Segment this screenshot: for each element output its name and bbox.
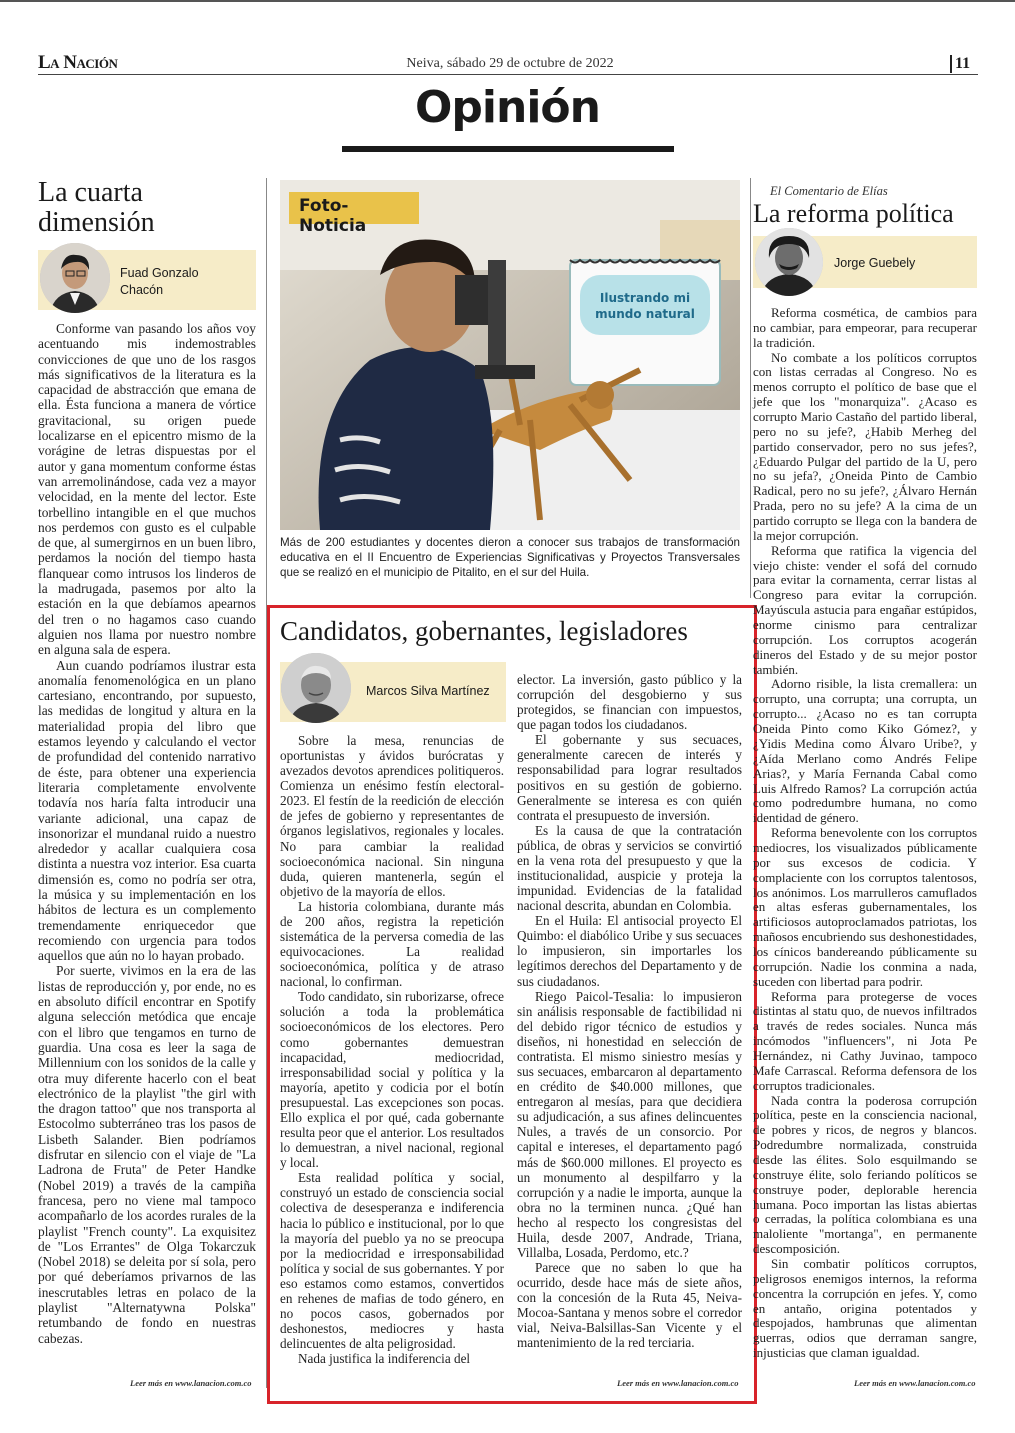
poster-text-line1: Ilustrando mi	[599, 291, 691, 305]
center-body-col2	[517, 672, 742, 1351]
column-divider-right	[750, 178, 751, 598]
right-author-name: Jorge Guebely	[834, 256, 916, 270]
right-paragraph: No combate a los políticos corruptos con listas cerradas al Congreso. No es menos corrupto el político de base que el jefe que los "monarquiza". ¿Acaso es corrupto Mario Castaño del partido liberal, pero no su jefe?, ¿Habib Merheg del partido conservador, pero no sus jefes?, ¿Eduardo Pulgar del partido de la U, pero no su jefa?, ¿Oneida Pinto de Cambio Radical, pero no su jefe?, ¿Álvaro Hernán Prada, pero no su jefe? A la cima de un partido corrupto se llega con la bandera de la mejor corrupción.	[753, 349, 977, 543]
center-paragraph: El gobernante y sus secuaces, generalmente carecen de interés y responsabilidad para lograr resultados positivos en su gestión de gobierno. Generalmente se interesa es con quién contrata el presupuesto de inversión.	[517, 732, 742, 823]
left-paragraph: Aun cuando podríamos ilustrar esta anomalía fenomenológica en un plano cartesiano, encontrando, por supuesto, las medidas de longitud y altura en la materialidad propia del libro que estamos leyendo y calculando el vector de profundidad del contenido narrativo de éste, para obtener una experiencia literaria completamente envolvente todavía nos haría falta introducir una variante adicional, una capaz de insonorizar el mundanal ruido a nuestro alrededor y acallar cualquiera cosa distinta a nuestra voz interior. Esa cuarta dimensión es, como no podría ser otra, la música y su implementación en los hábitos de lectura es un complemento tremendamente enriquecedor que recomiendo con urgencia para todos aquellos que aún no lo hayan probado.	[38, 657, 256, 964]
right-kicker: El Comentario de Elías	[770, 184, 888, 198]
center-paragraph: Nada justifica la indiferencia del	[298, 1351, 471, 1367]
right-article-title: La reforma política	[753, 199, 954, 228]
dateline: Neiva, sábado 29 de octubre de 2022	[406, 56, 614, 71]
center-paragraph: Es la causa de que la contratación pública, de obras y servicios se convirtió en la vena rota del presupuesto y que la institucionalidad, auspicie y proteja la impunidad. Evidencias de la fatalidad nacional descrita, abundan en Colombia.	[517, 822, 742, 914]
left-article-body	[38, 321, 256, 1346]
left-read-more-link[interactable]: Leer más en www.lanacion.com.co	[130, 1378, 252, 1388]
left-paragraph: Por suerte, vivimos en la era de las listas de reproducción y, por ende, no es en absoluto difícil encontrar en Spotify alguna selección metódica que encaje con el libro que tengamos en turno de guardia. Una cosa es leer la saga de Millennium con los sonidos de la calle y otra muy diferente hacerlo con el beat electrónico de la playlist "the girl with the dragon tattoo" que nos transporta al Estocolmo subterráneo tras los pasos de Lisbeth Salander. Bien podríamos disfrutar en silencio con el viaje de "La Ladrona de Fruta" de Peter Handke (Nobel 2019) a través de la campiña francesa, pero no viene mal tampoco acompañarlo de los acordes rurales de la playlist "French county". La exquisitez de "Los Errantes" de Olga Tokarczuk (Nobel 2018) se deleita por sí sola, pero por qué deberíamos privarnos de las inescrutables letras en polaco de la playlist "Alternatywna Polska" retumbando de fondo en nuestras cabezas.	[38, 963, 256, 1346]
top-border	[0, 0, 1015, 2]
header-rule	[38, 74, 978, 75]
right-author-avatar	[755, 228, 823, 296]
center-paragraph: La historia colombiana, durante más de 200 años, registra la repetición sistemática de la perversa comedia de las equivocaciones. La realidad socioeconómica, política y de atraso nacional, lo confirman.	[280, 898, 504, 990]
page-number: 11	[950, 55, 970, 73]
poster-text-line2: mundo natural	[595, 307, 695, 321]
center-article-title: Candidatos, gobernantes, legisladores	[280, 616, 688, 646]
right-paragraph: Reforma para protegerse de voces distintas al statu quo, de nuevos infiltrados a través de redes sociales. Nunca más incómodos "influencers", ni Jota Pe Hernández, ni Cathy Juvinao, tampoco Mafe Carrascal. Reforma defensora de los corruptos tradicionales.	[753, 988, 977, 1093]
left-title-line1: La cuarta	[38, 177, 143, 208]
right-read-more-link[interactable]: Leer más en www.lanacion.com.co	[854, 1378, 976, 1388]
right-article-body	[753, 306, 977, 1361]
left-article-title	[38, 178, 258, 238]
center-body-col1	[280, 733, 504, 1366]
masthead-logo: La Nación	[38, 52, 118, 73]
right-paragraph: Nada contra la poderosa corrupción política, peste en la consciencia nacional, de pobres y ricos, de negros y blancos. Podredumbre normalizada, construida desde las élites. Solo esquilmando se construye élite, solo feriando políticos se construye poder, deplorable herencia humana. Poco importan las listas abiertas o cerradas, la política colombiana es una maloliente "mortanga", en permanente descomposición.	[753, 1092, 977, 1257]
center-author-avatar	[281, 653, 351, 723]
center-read-more-link[interactable]: Leer más en www.lanacion.com.co	[617, 1378, 739, 1388]
left-author-avatar	[40, 243, 110, 313]
right-paragraph: Adorno risible, la lista cremallera: un corrupto, una corrupta; una corrupta, un corrupto... ¿Acaso no es tan corrupta Oneida Pinto como Kiko Gómez?, y ¿Yidis Medina como Álvaro Uribe?, y ¿Aída Merlano como Andrés Felipe Arias?, y María Fernanda Cabal como Luis Alfredo Ramos? La corrupción actúa como podredumbre humana, no como identidad de género.	[753, 676, 977, 826]
center-paragraph: En el Huila: El antisocial proyecto El Quimbo: el diabólico Uribe y sus secuaces lo impusieron, sin importarles los legítimos derechos del Departamento y de sus ciudadanos.	[517, 913, 742, 989]
photo-caption: Más de 200 estudiantes y docentes dieron a conocer sus trabajos de transformación educativa en el II Encuentro de Experiencias Significativas y Proyectos Transversales que se realizó en el municipio de Pitalito, en el sur del Huila.	[280, 536, 740, 579]
left-title-line2: dimensión	[38, 207, 155, 238]
right-paragraph: Reforma que ratifica la vigencia del viejo chiste: vender el sofá del cornudo para evitar la cornamenta, cerrar listas al Congreso para evitar la corrupción. Mayúscula astucia para engañar estúpidos, enorme cinismo para centralizar corrupción. Los corruptos acogerán dineros del Estado y de su mejor postor también.	[753, 542, 977, 677]
center-paragraph: Sobre la mesa, renuncias de oportunistas y ávidos burócratas y avezados devotos aprendices politiqueros. Comienza un enésimo festín electoral- 2023. El festín de la reedición de elección de jefes de gobierno y representantes de órganos legislativos, regionales y locales. No para cambiar la realidad socioeconómica nacional. Sin ninguna duda, quieren mantenerla, según el objetivo de la mayoría de ellos.	[280, 733, 504, 899]
center-paragraph: Parece que no saben lo que ha ocurrido, desde hace más de siete años, con la concesión de la Ruta 45, Neiva-Mocoa-Santana y menos sobre el corredor vial, Neiva-Balsillas-San Vicente y el mantenimiento de la red terciaria.	[517, 1260, 742, 1351]
right-paragraph: Reforma cosmética, de cambios para no cambiar, para empeorar, para recuperar la tradición.	[753, 305, 977, 350]
center-paragraph: Esta realidad política y social, construyó un estado de consciencia social colectiva de desesperanza e indiferencia hacia lo público e institucional, por lo que la mayoría del pueblo ya no se preocupa por la mediocridad e irresponsabilidad política y social de sus gobernantes. Y por eso estamos como estamos, convertidos en rehenes de mafias de todo género, en no pocos casos, gobernados por deshonestos, mediocres y hasta delincuentes de alta peligrosidad.	[280, 1170, 504, 1352]
center-paragraph: Todo candidato, sin ruborizarse, ofrece solución a toda la problemática socioeconómicos de los electores. Pero como gobernantes demuestran incapacidad, mediocridad, irresponsabilidad social y política y la mayoría, apetito y codicia por el botín presupuestal. Las excepciones son pocas. Ello explica el por qué, cada gobernante resulta peor que el anterior. Los resultados lo demuestran, a nivel nacional, regional y local.	[280, 989, 504, 1171]
section-title: Opinión	[415, 82, 600, 133]
right-paragraph: Reforma benevolente con los corruptos mediocres, los visualizados públicamente por sus excesos de codicia. Y complaciente con los corruptos talentosos, los anónimos. Los marrulleros camuflados en altas esferas gubernamentales, los artificiosos autoproclamados patriotas, los mañosos encubriendo sus deshonestidades, los cínicos bandereando públicamente su corrupción. Nadie los conmina a nada, suceden con libertad para podrir.	[753, 825, 977, 989]
left-paragraph: Conforme van pasando los años voy acentuando mis indemostrables convicciones de que uno de los rasgos más significativos de la literatura es la capacidad de abstracción que emana de ella. Ésta funciona a manera de vórtice gravitacional, su origen puede localizarse en el epicentro mismo de la vorágine de letras dispuestas por el autor y gana momentum conforme éstas van arremolinándose, cada vez a mayor velocidad, en la mente del lector. Este torbellino intangible en el que muchos nos perdemos con gusto es el culpable de que, al sumergirnos en un buen libro, perdamos la noción del tiempo hasta flanquear como intrusos los linderos de la madrugada, pasemos por alto la estación en la que debíamos apearnos del tren o no hagamos caso cuando alguien nos llama por nuestro nombre en alguna sala de espera.	[38, 321, 256, 658]
center-paragraph: Riego Paicol-Tesalia: lo impusieron sin análisis responsable de factibilidad ni del debido rigor técnico de estudios y diseños, ni honestidad en selección de contratista. El mismo siniestro mesías y sus secuaces, embarcaron al departamento en crédito de $40.000 millones, que entregaron al mesías, para que decidiera su adjudicación, a sus afines delincuentes Nules, a través de un consorcio. Por capital e intereses, el departamento pagó más de $60.000 millones. El proyecto es un monumento al despilfarro y la corrupción y a nadie le importa, aunque la obra no la terminen nunca. ¿Qué han hecho al respecto los congresistas del Huila, desde 2007, Andrade, Triana, Villalba, Losada, Perdomo, etc.?	[517, 988, 742, 1260]
center-paragraph: elector. La inversión, gasto público y la corrupción del desgobierno y sus protegidos, se financian con impuestos, que pagan todos los ciudadanos.	[517, 672, 742, 733]
center-author-name: Marcos Silva Martínez	[366, 684, 490, 698]
left-author-name: Fuad Gonzalo Chacón	[120, 266, 199, 297]
section-bar	[342, 146, 674, 152]
foto-noticia-badge: Foto-Noticia	[289, 192, 419, 224]
right-paragraph: Sin combatir políticos corruptos, peligrosos enemigos internos, la reforma concentra la corrupción en jefes. Y, como en antaño, origina potentados y despojados, hambrunas que alimentan guerras, odios que derraman sangre, injusticias que claman igualdad.	[753, 1256, 977, 1361]
